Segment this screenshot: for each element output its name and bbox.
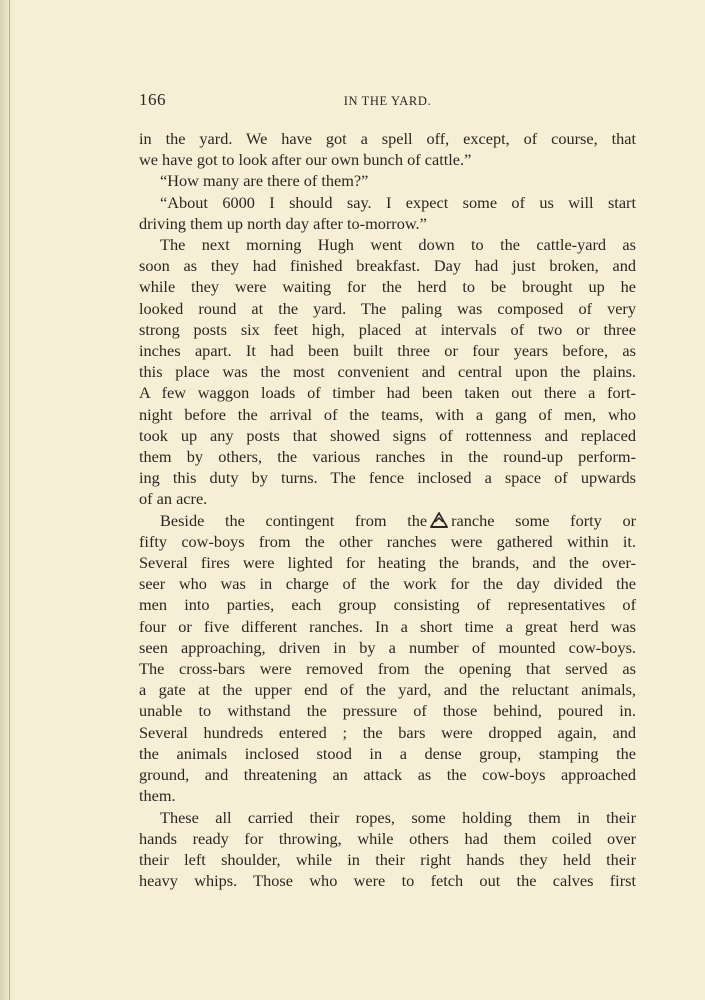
page-number: 166 [139,90,166,109]
text-line: “About 6000 I should say. I expect some of us will start [160,192,636,212]
brand-line [139,510,636,531]
running-title: IN THE YARD. [343,94,432,108]
text-line: a gate at the upper end of the yard, and the reluctant animals, [139,680,636,700]
brand-line-after: ranche some forty or [451,510,637,530]
text-line: their left shoulder, while in their right hands they held their [139,849,636,869]
text-line: night before the arrival of the teams, with a gang of men, who [139,404,636,424]
text-line: driving them up north day after to-morrow.” [139,213,427,233]
text-line: Several fires were lighted for heating the brands, and the over- [139,553,636,573]
text-line: the animals inclosed stood in a dense group, stamping the [139,743,636,763]
text-line: strong posts six feet high, placed at intervals of two or three [139,319,636,339]
text-line: while they were waiting for the herd to be brought up he [139,277,636,297]
text-line: Several hundreds entered ; the bars were dropped again, and [139,722,636,742]
text-line: hands ready for throwing, while others had them coiled over [139,828,636,848]
brand-line-before: Beside the contingent from the [160,510,428,530]
page-binding-edge [0,0,14,1000]
text-line: A few waggon loads of timber had been taken out there a fort- [139,383,636,403]
text-line: them by others, the various ranches in the round-up perform- [139,447,636,467]
text-line: men into parties, each group consisting of representatives of [139,595,636,615]
text-line: looked round at the yard. The paling was composed of very [139,298,636,318]
text-line: this place was the most convenient and central upon the plains. [139,362,636,382]
paragraphs-before-brand [139,128,636,510]
text-line: in the yard. We have got a spell off, except, of course, that [139,129,636,148]
text-line: soon as they had finished breakfast. Day had just broken, and [139,256,636,276]
text-line: fifty cow-boys from the other ranches were gathered within it. [139,531,636,551]
text-line: of an acre. [139,489,208,509]
text-line: heavy whips. Those who were to fetch out the calves first [139,871,636,891]
text-line: inches apart. It had been built three or four years before, as [139,341,636,361]
text-line: The cross-bars were removed from the opening that served as [139,659,636,679]
text-line: These all carried their ropes, some holding them in their [160,807,636,827]
text-line: unable to withstand the pressure of those behind, poured in. [139,701,636,721]
text-line: seer who was in charge of the work for the day divided the [139,574,636,594]
text-line: took up any posts that showed signs of rottenness and replaced [139,425,636,445]
paragraphs-after-brand [139,531,636,891]
ranch-brand-icon [430,512,448,528]
text-line: “How many are there of them?” [160,171,369,191]
text-line: we have got to look after our own bunch of cattle.” [139,150,472,170]
body-text [139,128,636,891]
text-line: The next morning Hugh went down to the cattle-yard as [160,235,636,255]
running-head [139,92,636,112]
text-line: ground, and threatening an attack as the cow-boys approached [139,765,636,785]
text-line: ing this duty by turns. The fence inclosed a space of upwards [139,468,636,488]
text-line: them. [139,786,176,806]
text-line: seen approaching, driven in by a number of mounted cow-boys. [139,637,636,657]
text-line: four or five different ranches. In a short time a great herd was [139,616,636,636]
binding-shadow-line [9,0,10,1000]
